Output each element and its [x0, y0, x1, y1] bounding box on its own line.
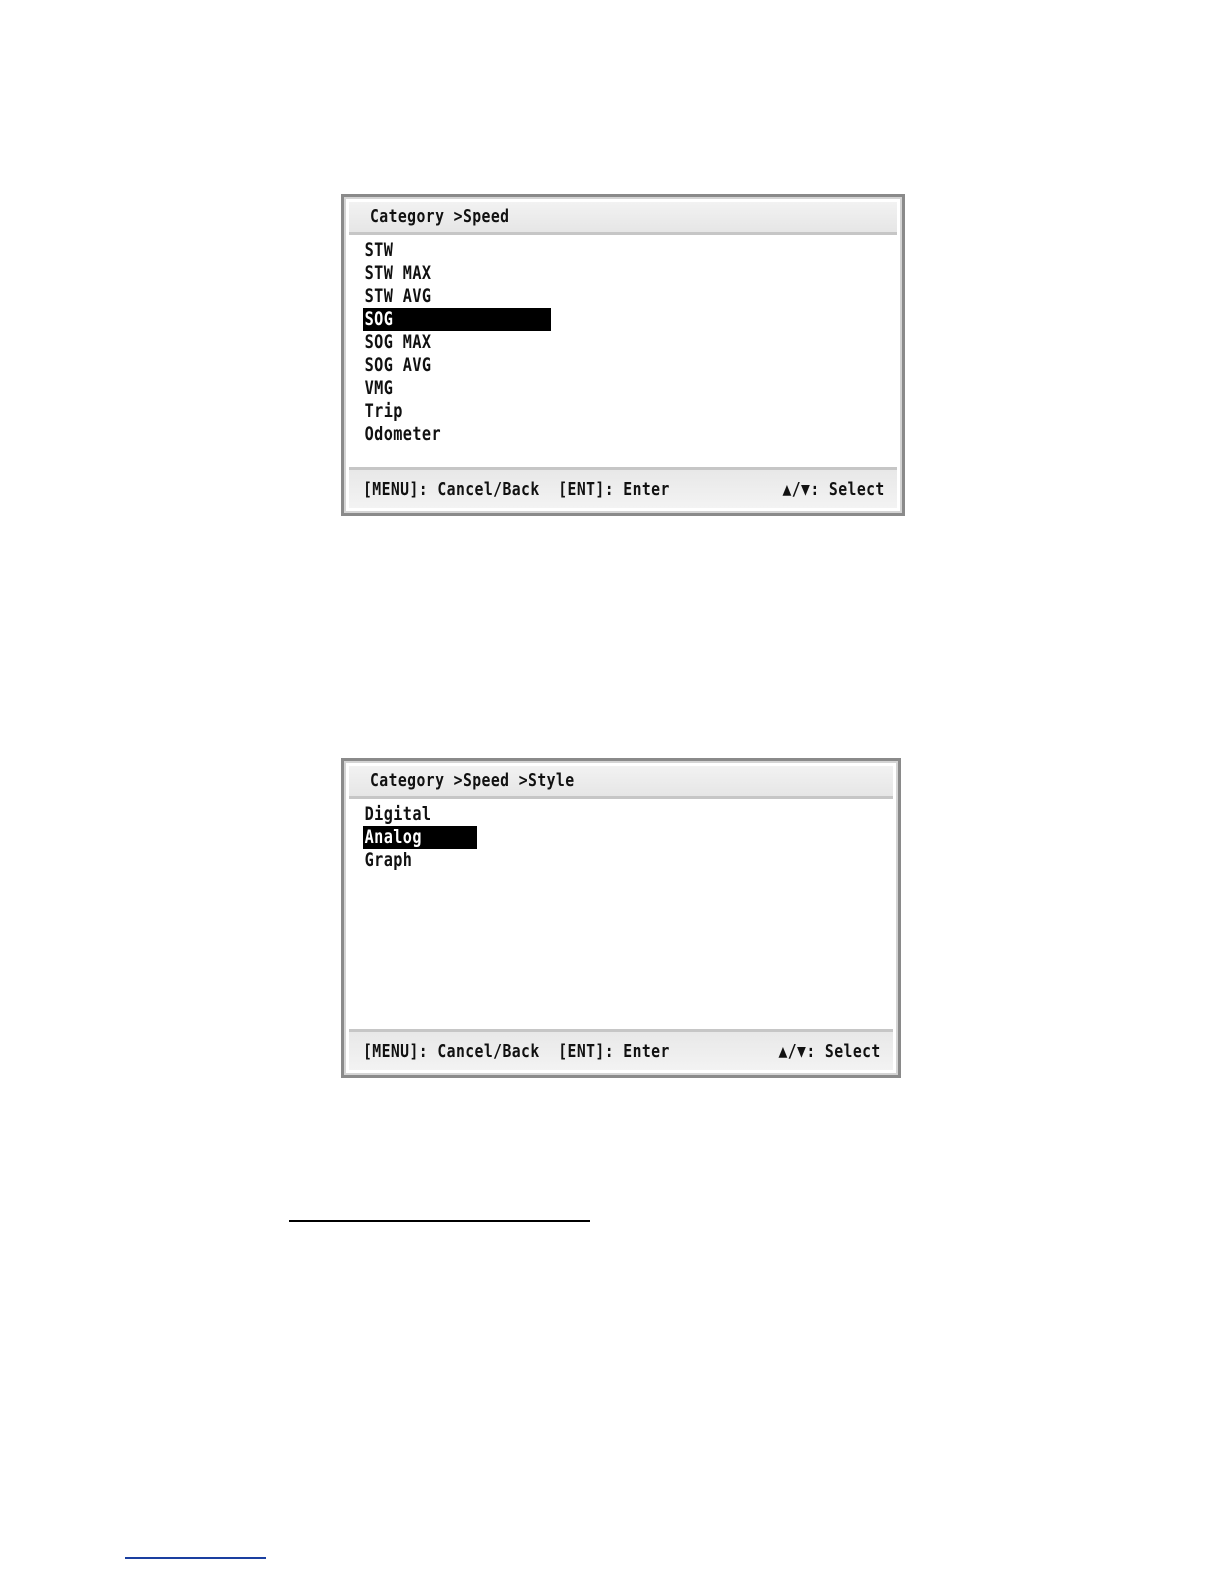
menu-breadcrumb-title: Category >Speed >Style — [370, 770, 575, 791]
menu-item-graph[interactable]: Graph — [364, 849, 413, 871]
menu-item-stw-max[interactable]: STW MAX — [364, 262, 432, 284]
menu-item-sog-avg[interactable]: SOG AVG — [364, 354, 432, 376]
key-guide-select: ▲/▼: Select — [778, 1041, 881, 1062]
key-guide-bar — [349, 467, 897, 508]
menu-item-vmg[interactable]: VMG — [364, 377, 394, 399]
menu-item-list — [363, 803, 477, 872]
menu-item-list — [363, 239, 551, 446]
horizontal-rule — [289, 1220, 590, 1222]
menu-item-sog-selected[interactable]: SOG — [363, 308, 551, 331]
key-guide-select: ▲/▼: Select — [782, 479, 885, 500]
menu-item-stw-avg[interactable]: STW AVG — [364, 285, 432, 307]
menu-item-trip[interactable]: Trip — [364, 400, 403, 422]
key-guide-bar — [349, 1029, 893, 1070]
menu-item-analog-selected[interactable]: Analog — [363, 826, 477, 849]
menu-item-sog-max[interactable]: SOG MAX — [364, 331, 432, 353]
key-guide-menu-enter: [MENU]: Cancel/Back [ENT]: Enter — [363, 1041, 670, 1062]
menu-item-digital[interactable]: Digital — [364, 803, 432, 825]
key-guide-menu-enter: [MENU]: Cancel/Back [ENT]: Enter — [363, 479, 670, 500]
title-bar — [349, 766, 893, 799]
speed-style-menu-screen — [341, 758, 901, 1078]
title-bar — [349, 202, 897, 235]
menu-item-odometer[interactable]: Odometer — [364, 423, 442, 445]
footnote-line — [125, 1557, 266, 1559]
menu-item-stw[interactable]: STW — [364, 239, 394, 261]
menu-breadcrumb-title: Category >Speed — [370, 206, 510, 227]
speed-category-menu-screen — [341, 194, 905, 516]
